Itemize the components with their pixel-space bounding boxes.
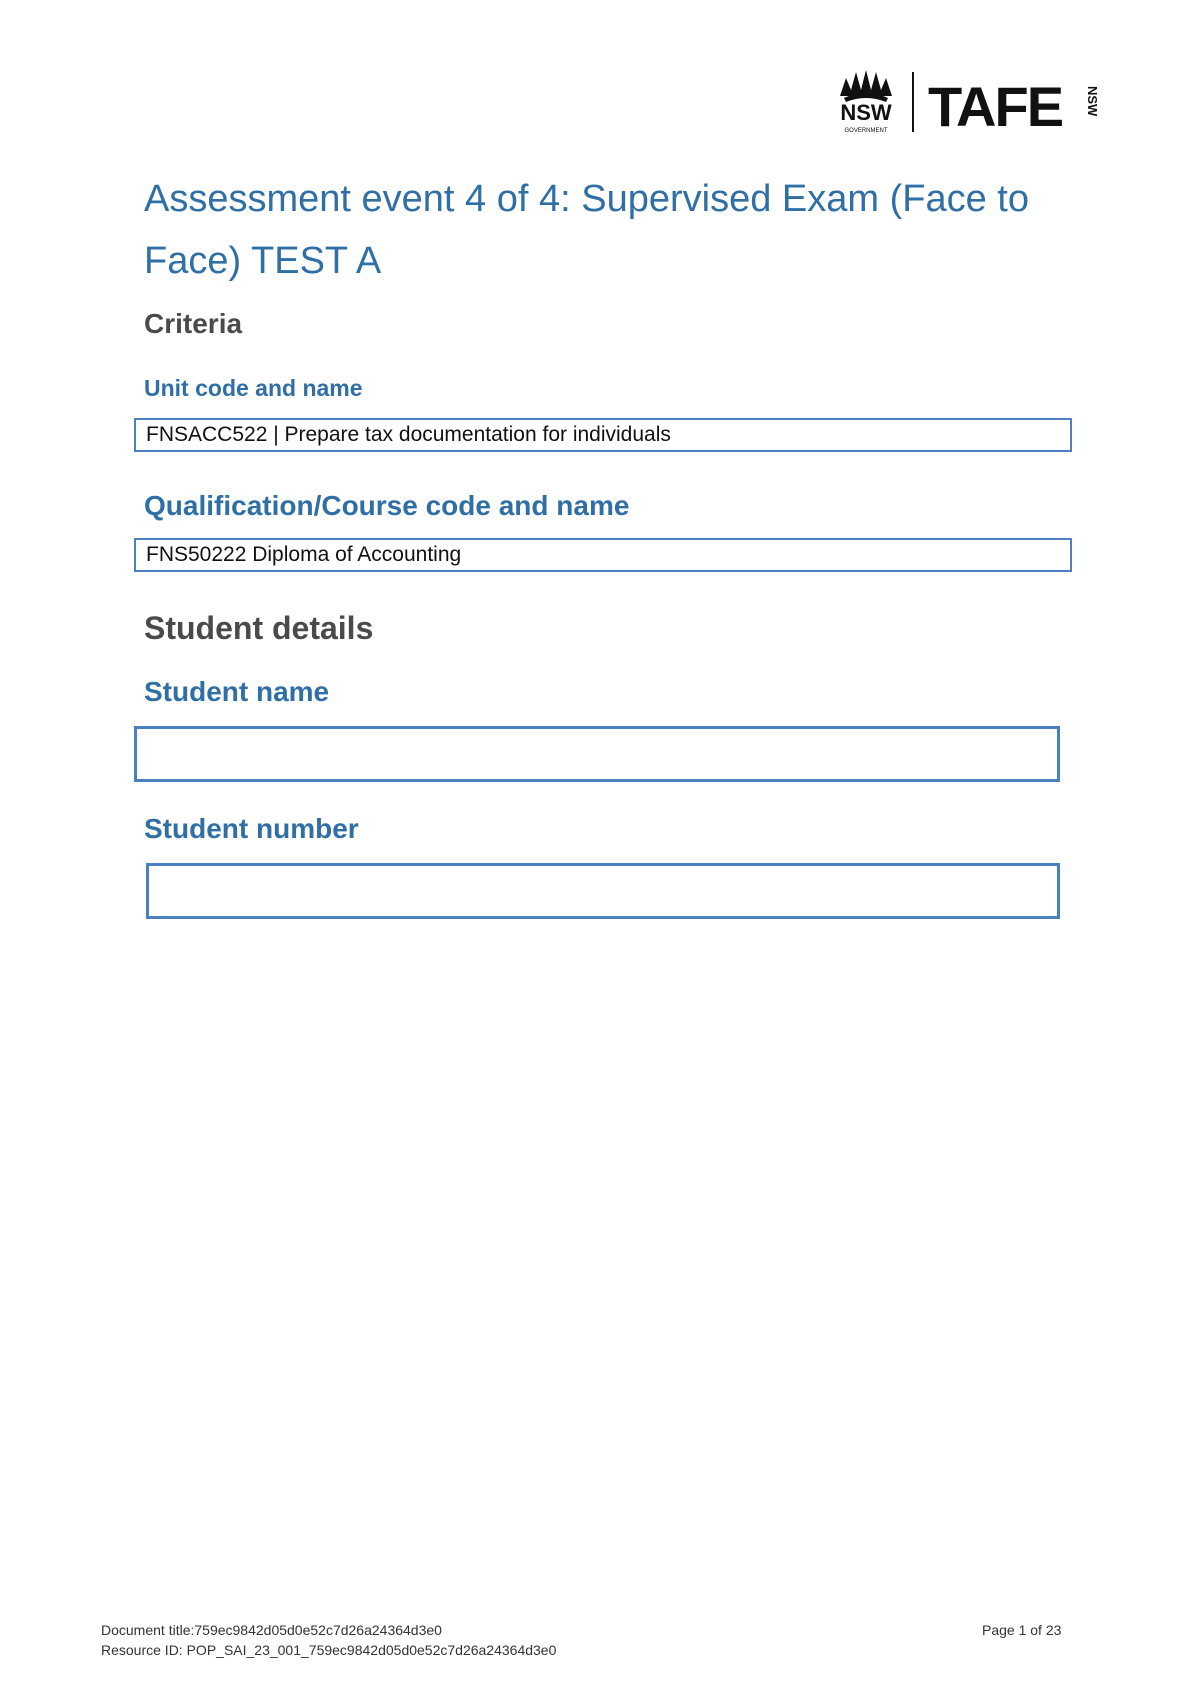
nsw-government-text: GOVERNMENT xyxy=(844,128,888,134)
page-title: Assessment event 4 of 4: Supervised Exam (Face to Face) TEST A xyxy=(144,178,1029,282)
unit-label: Unit code and name xyxy=(144,375,363,401)
student-name-label: Student name xyxy=(144,676,330,707)
tafe-nsw-logo xyxy=(836,66,1100,136)
student-name-input[interactable] xyxy=(134,726,1060,782)
criteria-heading: Criteria xyxy=(144,308,243,339)
student-number-label: Student number xyxy=(144,813,359,844)
tafe-logo-text: TAFE xyxy=(928,75,1063,136)
footer-document-title: Document title:759ec9842d05d0e52c7d26a24364d3e0 xyxy=(101,1622,442,1638)
footer-resource-id: Resource ID: POP_SAI_23_001_759ec9842d05d0e52c7d26a24364d3e0 xyxy=(101,1642,557,1658)
student-details-heading: Student details xyxy=(144,610,374,646)
nsw-logo-text: NSW xyxy=(840,100,892,125)
student-number-input[interactable] xyxy=(146,863,1060,919)
unit-value-field: FNSACC522 | Prepare tax documentation for individuals xyxy=(134,418,1072,452)
tafe-nsw-side-text: NSW xyxy=(1085,86,1100,117)
qualification-value-field: FNS50222 Diploma of Accounting xyxy=(134,538,1072,572)
footer-page-number: Page 1 of 23 xyxy=(982,1622,1062,1638)
waratah-icon xyxy=(840,70,892,102)
qualification-label: Qualification/Course code and name xyxy=(144,490,630,521)
logo-divider xyxy=(912,72,914,132)
